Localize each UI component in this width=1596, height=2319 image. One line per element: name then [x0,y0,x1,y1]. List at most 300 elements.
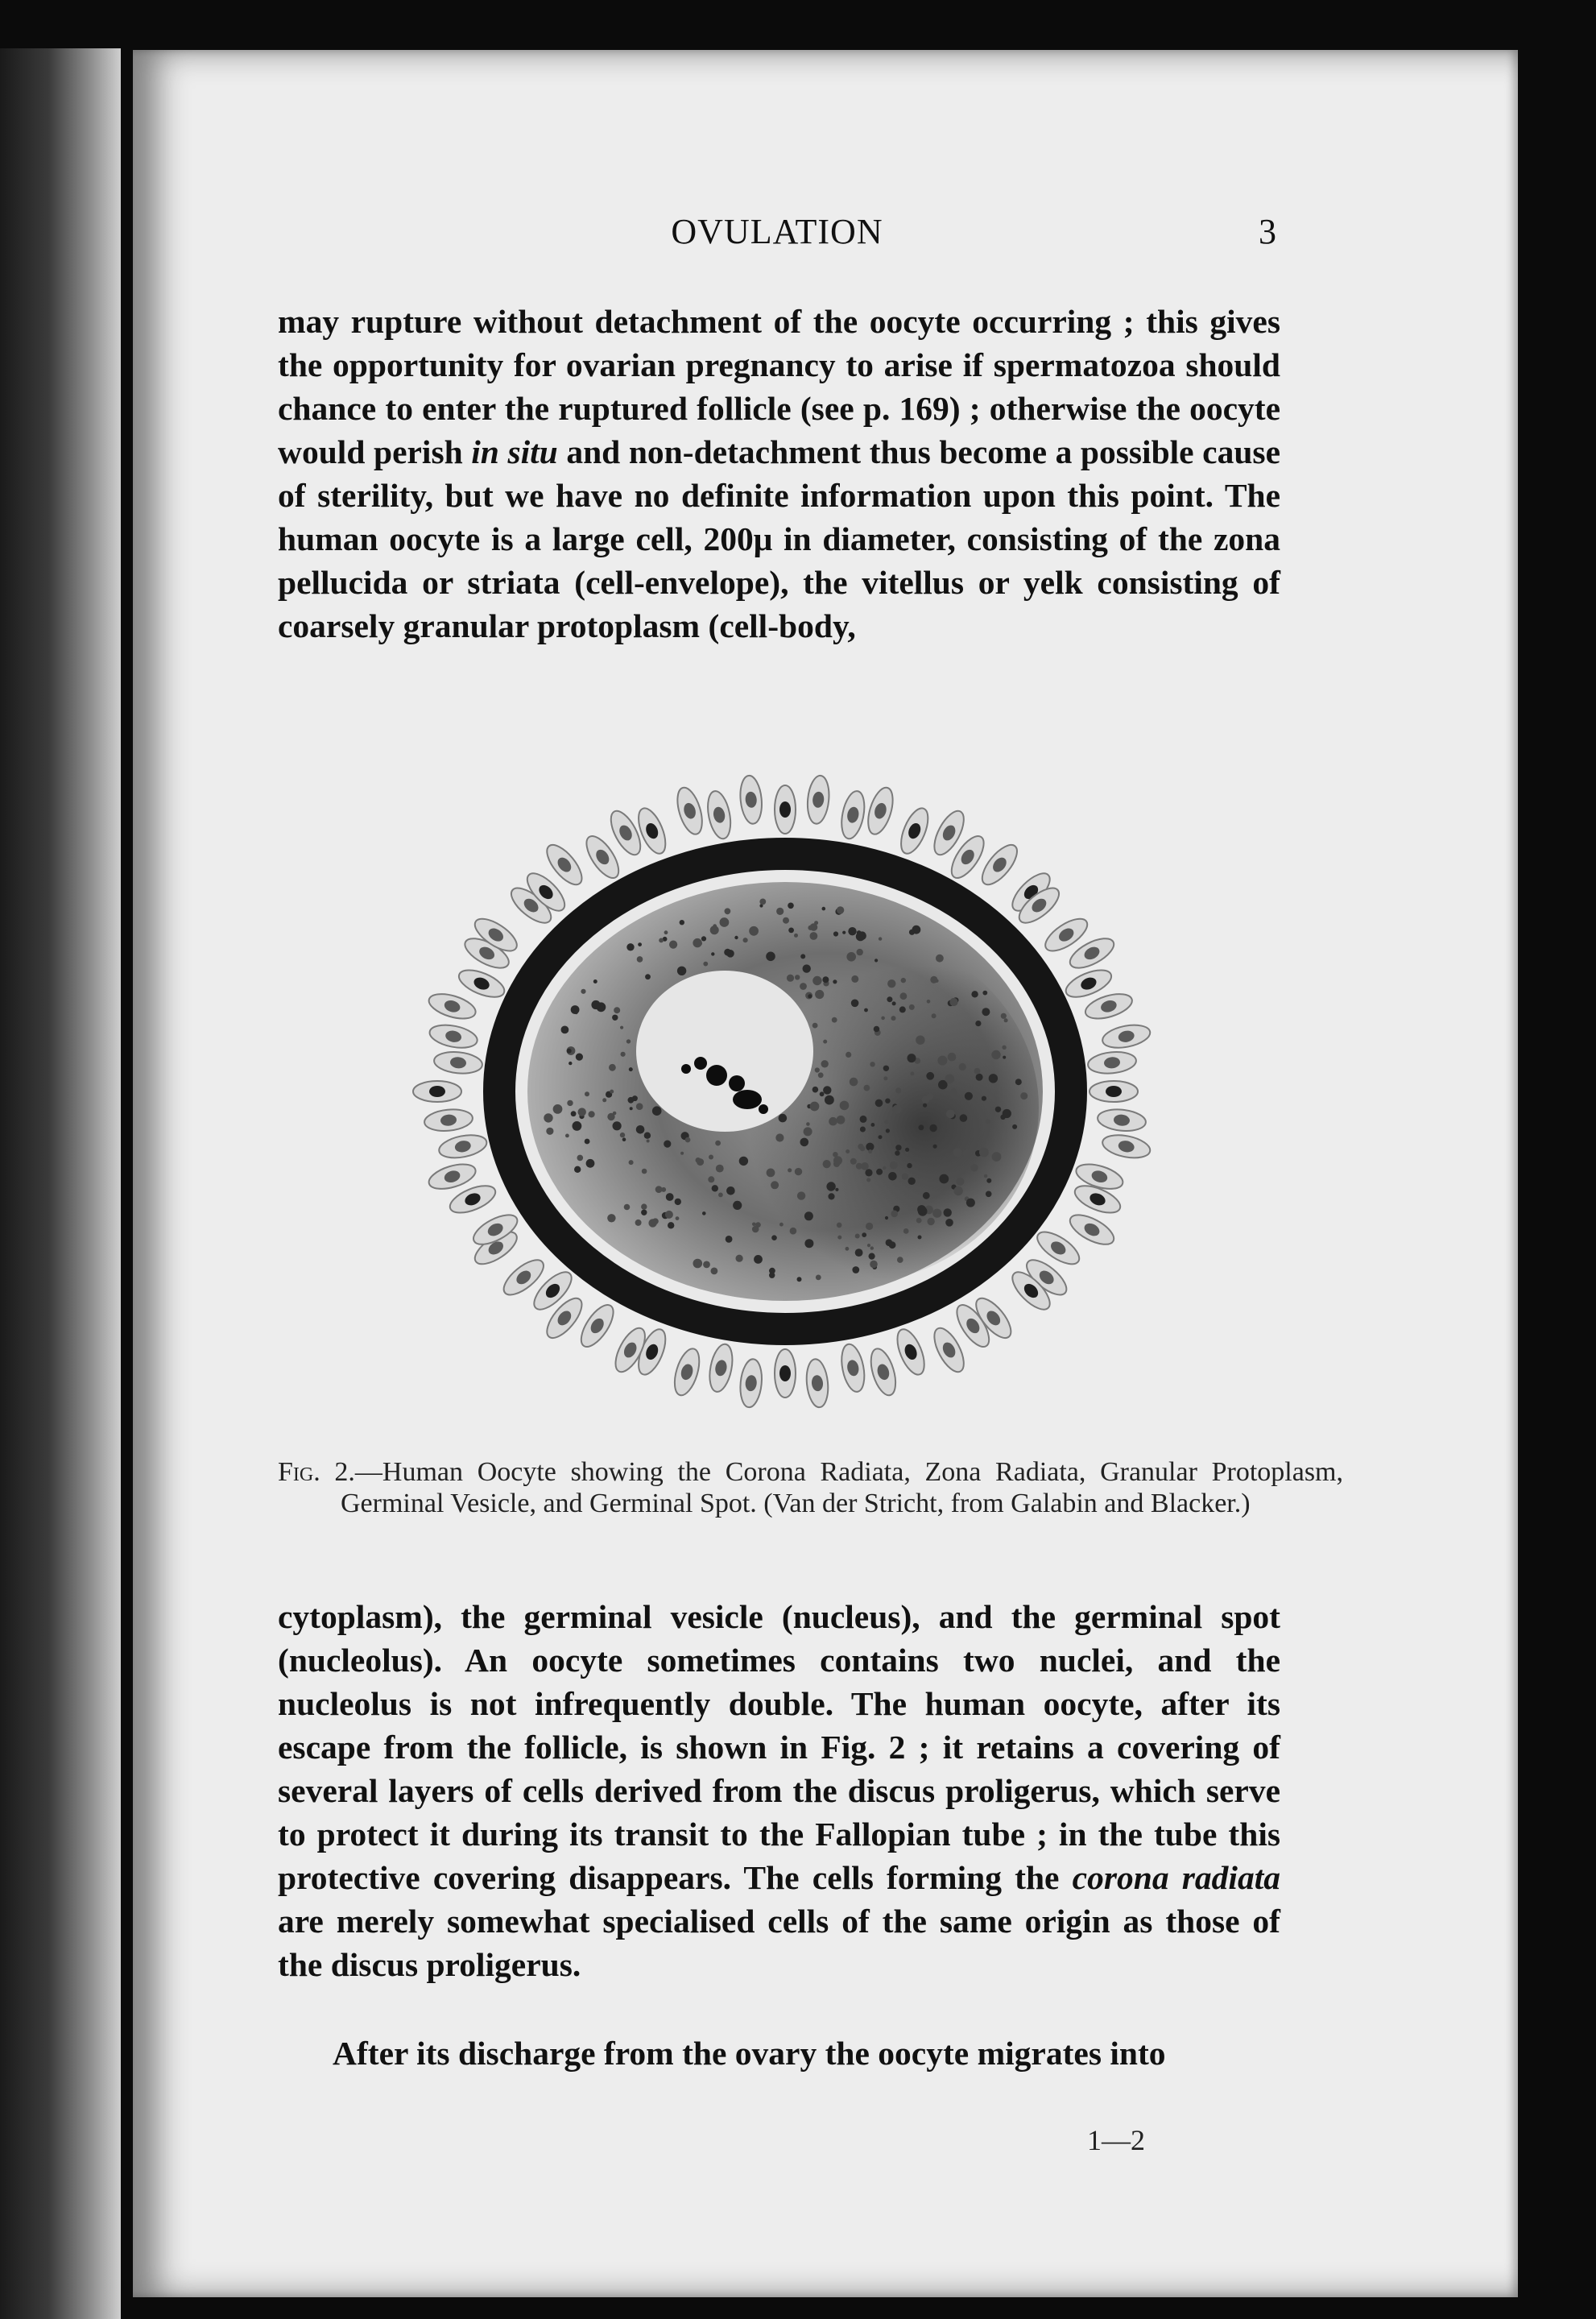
protoplasm-granule [614,1007,620,1013]
protoplasm-granule [852,1266,859,1273]
protoplasm-granule [874,1026,880,1033]
protoplasm-granule [870,1246,874,1249]
protoplasm-granule [1000,1115,1005,1120]
protoplasm-granule [711,952,714,955]
protoplasm-granule [823,1160,831,1168]
protoplasm-granule [867,1244,870,1247]
protoplasm-granule [736,1255,743,1262]
protoplasm-granule [874,959,878,962]
protoplasm-granule [982,991,987,996]
protoplasm-granule [826,1182,835,1191]
protoplasm-granule [986,1178,991,1183]
protoplasm-granule [975,1021,981,1026]
protoplasm-granule [895,1150,899,1155]
protoplasm-granule [629,1160,634,1165]
protoplasm-granule [989,1074,998,1083]
protoplasm-granule [759,899,766,905]
protoplasm-granule [986,1119,990,1124]
protoplasm-granule [771,1235,777,1240]
protoplasm-granule [607,1214,615,1222]
protoplasm-granule [860,1127,866,1133]
protoplasm-granule [885,1099,890,1104]
protoplasm-granule [837,1236,841,1240]
protoplasm-granule [641,1210,647,1215]
protoplasm-granule [788,1168,792,1172]
protoplasm-granule [932,1209,941,1218]
protoplasm-granule [815,1067,820,1072]
protoplasm-granule [808,926,812,930]
protoplasm-granule [837,1223,842,1228]
protoplasm-granule [868,1149,872,1153]
protoplasm-granule [945,1075,955,1084]
protoplasm-granule [734,936,738,939]
protoplasm-granule [949,998,957,1006]
protoplasm-granule [696,1157,701,1163]
protoplasm-granule [891,1016,896,1021]
protoplasm-granule [806,1122,810,1126]
protoplasm-granule [800,1138,809,1147]
protoplasm-granule [571,1111,577,1116]
protoplasm-granule [622,1137,626,1141]
protoplasm-granule [715,1141,721,1146]
protoplasm-granule [626,1039,631,1043]
protoplasm-granule [900,992,908,1000]
paragraph-2-text-a: cytoplasm), the germinal vesicle (nucleus), and the germinal spot (nucleolus). An oocyte sometimes contains two nuclei, and the nucleolus is not infrequently double. The human oocyte, after its escape from the follicle, is shown in Fig. 2 ; it retains a covering of several layers of cells derived from the discus proligerus, which serve to protect it during its transit to the Fallopian tube ; in the tube this protective covering disappears. The cells forming the [278,1598,1280,1896]
protoplasm-granule [842,931,846,934]
protoplasm-granule [569,1062,572,1065]
protoplasm-granule [855,1234,860,1239]
protoplasm-granule [932,1013,937,1018]
protoplasm-granule [951,1088,957,1095]
protoplasm-granule [855,1249,863,1257]
protoplasm-granule [544,1113,552,1122]
protoplasm-granule [945,1219,953,1227]
protoplasm-granule [664,1141,671,1148]
protoplasm-granule [1004,1018,1008,1022]
protoplasm-granule [909,930,915,935]
protoplasm-granule [848,927,856,935]
protoplasm-granule [856,932,865,941]
protoplasm-granule [992,1152,1002,1162]
protoplasm-granule [944,1208,952,1216]
protoplasm-granule [916,1036,924,1045]
protoplasm-granule [1001,1013,1007,1019]
protoplasm-granule [818,1072,824,1078]
protoplasm-granule [982,1096,986,1101]
protoplasm-granule [888,1172,897,1181]
protoplasm-granule [976,1074,983,1081]
protoplasm-granule [581,989,585,994]
protoplasm-granule [939,1174,949,1184]
protoplasm-granule [812,1087,819,1093]
protoplasm-granule [883,1166,886,1170]
protoplasm-granule [833,1156,842,1165]
figure-caption [278,1456,1343,1519]
protoplasm-granule [837,1116,846,1124]
protoplasm-granule [769,1273,775,1278]
protoplasm-granule [708,1176,714,1182]
protoplasm-granule [927,1000,931,1004]
protoplasm-granule [907,1163,912,1168]
protoplasm-granule [739,1157,748,1166]
protoplasm-granule [602,1098,606,1102]
protoplasm-granule [767,1169,775,1178]
protoplasm-granule [883,1076,887,1080]
protoplasm-granule [833,931,838,936]
protoplasm-granule [870,1062,874,1066]
protoplasm-granule [709,1155,713,1160]
protoplasm-granule [677,967,686,975]
protoplasm-granule [822,907,826,911]
protoplasm-granule [902,1174,908,1180]
protoplasm-granule [1020,1092,1027,1099]
protoplasm-granule [810,1102,820,1112]
protoplasm-granule [800,954,805,959]
protoplasm-granule [612,1015,618,1021]
paragraph-1-text-a: may rupture without detachment of the oocyte occurring ; this gives the opportunity for ovarian pregnancy to arise if spermatozoa should chance to enter the ruptured follicle (see p. 169) ; otherwise the oocyte would perish [278,303,1280,470]
protoplasm-granule [613,1112,617,1116]
protoplasm-granule [716,1165,724,1173]
protoplasm-granule [833,979,837,984]
protoplasm-granule [664,930,668,934]
protoplasm-granule [659,938,664,943]
figure-number: Fig. 2. [278,1457,355,1487]
protoplasm-granule [630,1107,633,1110]
protoplasm-granule [851,1000,859,1008]
protoplasm-granule [788,903,794,909]
protoplasm-granule [959,1063,966,1070]
protoplasm-granule [776,908,784,915]
protoplasm-granule [567,1100,573,1106]
protoplasm-granule [846,1052,851,1058]
page-number: 3 [1259,212,1276,251]
protoplasm-granule [909,1004,915,1010]
protoplasm-granule [797,1191,805,1199]
protoplasm-granule [621,1052,626,1057]
protoplasm-granule [946,1110,955,1119]
protoplasm-granule [561,1026,569,1034]
protoplasm-granule [850,1078,858,1087]
protoplasm-granule [693,938,701,947]
protoplasm-granule [815,990,824,999]
protoplasm-granule [901,978,906,983]
protoplasm-granule [676,1216,680,1220]
protoplasm-granule [821,1060,829,1067]
protoplasm-granule [820,1091,825,1096]
germinal-vesicle [636,971,813,1132]
protoplasm-granule [917,1205,926,1214]
protoplasm-granule [862,1232,866,1237]
protoplasm-granule [573,1121,582,1131]
protoplasm-granule [641,1203,647,1209]
protoplasm-granule [860,1146,866,1152]
protoplasm-granule [635,1220,642,1226]
protoplasm-granule [779,1223,784,1227]
protoplasm-granule [795,1168,802,1175]
protoplasm-granule [825,1095,834,1105]
protoplasm-granule [585,1139,590,1145]
protoplasm-granule [726,1236,733,1243]
protoplasm-granule [864,1085,870,1091]
protoplasm-granule [636,1103,643,1110]
protoplasm-granule [610,1090,614,1094]
protoplasm-granule [586,1159,595,1168]
protoplasm-granule [669,941,677,949]
protoplasm-granule [916,1218,922,1224]
protoplasm-granule [933,1145,937,1149]
protoplasm-granule [846,1149,850,1153]
protoplasm-granule [982,1008,990,1016]
protoplasm-granule [953,1186,962,1195]
protoplasm-granule [703,962,708,967]
protoplasm-granule [804,1239,813,1248]
protoplasm-granule [589,1111,595,1117]
protoplasm-granule [711,1268,718,1275]
protoplasm-granule [636,1125,645,1134]
protoplasm-granule [725,908,731,914]
running-title: OVULATION [671,212,883,251]
protoplasm-granule [911,1072,915,1076]
protoplasm-granule [665,1211,673,1219]
protoplasm-granule [953,1148,962,1157]
protoplasm-granule [857,949,863,955]
protoplasm-granule [766,952,775,962]
protoplasm-granule [790,1228,797,1235]
protoplasm-granule [712,1185,718,1191]
protoplasm-granule [779,1114,788,1123]
protoplasm-granule [871,1123,875,1127]
protoplasm-granule [788,928,794,934]
protoplasm-granule [787,975,794,982]
corona-cell-nucleus [429,1086,445,1097]
protoplasm-granule [585,1091,589,1096]
protoplasm-granule [837,906,844,913]
protoplasm-granule [966,1199,975,1207]
protoplasm-granule [879,1135,883,1139]
protoplasm-granule [875,1099,883,1108]
protoplasm-granule [783,917,789,924]
protoplasm-granule [865,1169,872,1176]
protoplasm-granule [870,1261,878,1269]
protoplasm-granule [593,979,597,984]
protoplasm-granule [889,1241,896,1249]
protoplasm-granule [800,983,807,990]
protoplasm-granule [571,1005,580,1014]
corona-cell-nucleus [1106,1086,1122,1097]
protoplasm-granule [752,1226,759,1233]
protoplasm-granule [804,1211,813,1220]
protoplasm-granule [891,1211,898,1218]
protoplasm-granule [897,1257,903,1263]
protoplasm-granule [644,1133,651,1139]
paragraph-2-italic: corona radiata [1072,1859,1280,1896]
protoplasm-granule [887,996,892,1002]
protoplasm-granule [814,921,818,925]
paragraph-1-italic: in situ [471,433,558,470]
protoplasm-granule [866,1178,870,1182]
protoplasm-granule [948,1053,957,1062]
protoplasm-granule [908,1054,916,1062]
protoplasm-granule [956,1178,964,1186]
protoplasm-granule [752,1223,756,1227]
protoplasm-granule [795,975,800,979]
protoplasm-granule [930,976,937,984]
protoplasm-granule [829,1117,837,1126]
protoplasm-granule [886,1128,890,1133]
protoplasm-granule [995,1107,1001,1112]
protoplasm-granule [645,974,651,979]
protoplasm-granule [652,1106,662,1116]
protoplasm-granule [929,1124,937,1132]
signature-mark: 1—2 [1087,2124,1145,2156]
protoplasm-granule [965,1092,973,1100]
protoplasm-granule [970,1164,978,1171]
protoplasm-granule [869,1253,875,1260]
protoplasm-granule [984,1174,988,1178]
protoplasm-granule [963,1149,971,1157]
protoplasm-granule [856,1163,862,1170]
protoplasm-granule [567,1049,572,1054]
protoplasm-granule [908,1178,916,1185]
protoplasm-granule [979,1148,989,1157]
protoplasm-granule [1015,1079,1022,1085]
protoplasm-granule [576,1054,583,1061]
protoplasm-granule [794,934,798,938]
protoplasm-granule [892,1001,896,1005]
protoplasm-granule [718,1193,723,1198]
protoplasm-granule [703,1261,710,1269]
protoplasm-granule [613,1121,622,1130]
protoplasm-granule [754,1255,763,1264]
protoplasm-granule [803,964,811,972]
protoplasm-granule [693,1259,703,1269]
protoplasm-granule [726,1186,735,1195]
figure-caption-text: —Human Oocyte showing the Corona Radiata, Zona Radiata, Granular Protoplasm, Germinal Vesicle, and Germinal Spot. (Van der Stricht, from Galabin and Blacker.) [341,1457,1343,1518]
protoplasm-granule [895,1087,901,1093]
protoplasm-granule [724,949,731,956]
protoplasm-granule [890,1162,898,1170]
protoplasm-granule [1012,1124,1017,1129]
protoplasm-granule [823,1040,827,1044]
oocyte-illustration [387,745,1184,1446]
protoplasm-granule [846,952,856,962]
protoplasm-granule [804,1127,812,1136]
protoplasm-granule [647,1140,650,1143]
protoplasm-granule [629,1067,633,1071]
paragraph-2 [278,1595,1280,1986]
protoplasm-granule [919,1124,924,1130]
protoplasm-granule [864,1008,868,1012]
protoplasm-granule [620,1133,625,1137]
protoplasm-granule [812,976,821,985]
protoplasm-granule [851,975,858,983]
protoplasm-granule [701,936,706,941]
protoplasm-granule [816,1275,821,1281]
protoplasm-granule [876,1169,883,1175]
protoplasm-granule [892,1105,901,1114]
protoplasm-granule [574,1166,581,1173]
protoplasm-granule [632,1095,638,1101]
protoplasm-granule [620,1026,623,1029]
protoplasm-granule [666,1193,674,1201]
protoplasm-granule [971,991,978,997]
protoplasm-granule [743,938,748,942]
protoplasm-granule [835,1188,838,1191]
protoplasm-granule [675,1199,681,1205]
protoplasm-granule [860,1116,867,1123]
protoplasm-granule [655,1186,663,1193]
protoplasm-granule [680,920,684,925]
protoplasm-granule [710,926,719,934]
protoplasm-granule [832,1017,837,1023]
corona-cell-nucleus [779,801,791,818]
protoplasm-granule [986,1191,992,1198]
paragraph-1-text-b: and non-detachment thus become a possible cause of sterility, but we have no definite information upon this point. The human oocyte is a large cell, 200μ in diameter, consisting of the zona pellucida or striata (cell-envelope), the vitellus or yelk consisting of coarsely granular protoplasm (cell-body, [278,433,1281,644]
protoplasm-granule [565,1134,569,1138]
protoplasm-granule [918,1236,922,1240]
protoplasm-granule [797,1277,802,1282]
protoplasm-granule [883,1066,889,1071]
protoplasm-granule [624,1204,631,1211]
protoplasm-granule [991,1050,1000,1059]
protoplasm-granule [648,1219,656,1227]
protoplasm-granule [1003,1056,1006,1059]
protoplasm-granule [923,1192,930,1199]
protoplasm-granule [668,1222,674,1228]
protoplasm-granule [771,1181,779,1189]
protoplasm-granule [866,1223,873,1230]
protoplasm-granule [822,976,829,983]
protoplasm-granule [546,1128,553,1135]
protoplasm-granule [578,1108,586,1116]
protoplasm-granule [702,1211,706,1215]
protoplasm-granule [808,994,812,998]
protoplasm-granule [685,1137,691,1143]
protoplasm-granule [577,1155,584,1162]
protoplasm-granule [960,1114,968,1122]
protoplasm-granule [884,1120,888,1124]
protoplasm-granule [846,1247,850,1251]
protoplasm-granule [733,1201,742,1210]
protoplasm-granule [840,1101,850,1111]
page-header [278,211,1276,259]
protoplasm-granule [749,926,759,936]
protoplasm-granule [680,1152,684,1155]
protoplasm-granule [885,1216,888,1220]
protoplasm-granule [881,1017,885,1021]
protoplasm-granule [553,1104,563,1114]
protoplasm-granule [638,942,642,946]
protoplasm-granule [923,1104,927,1108]
protoplasm-granule [828,1193,834,1199]
protoplasm-granule [895,1145,901,1150]
protoplasm-granule [775,1133,784,1141]
protoplasm-granule [905,1148,909,1152]
protoplasm-granule [626,943,634,950]
protoplasm-granule [936,955,944,963]
protoplasm-granule [926,1072,934,1080]
protoplasm-granule [823,1086,831,1094]
protoplasm-granule [642,1169,647,1174]
protoplasm-granule [899,1006,906,1012]
book-spine-shadow [0,48,121,2319]
paragraph-2-text-b: are merely somewhat specialised cells of the same origin as those of the discus proligerus. [278,1903,1280,1983]
protoplasm-granule [922,1095,930,1104]
paragraph-3: After its discharge from the ovary the oocyte migrates into [333,2035,1166,2072]
protoplasm-granule [879,937,882,940]
protoplasm-granule [937,1056,947,1066]
protoplasm-granule [591,1000,600,1009]
